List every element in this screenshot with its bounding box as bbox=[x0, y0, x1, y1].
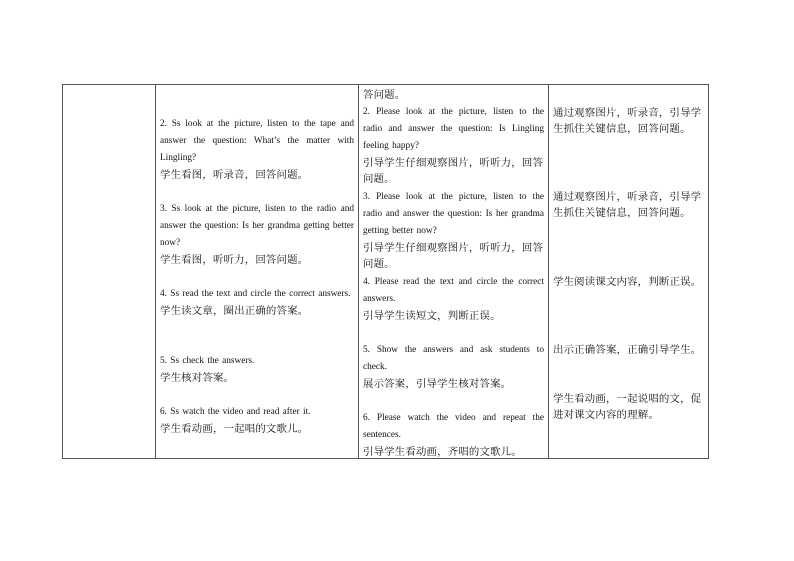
teacher-step-1-tail-zh: 答问题。 bbox=[363, 89, 406, 101]
table-column-1 bbox=[63, 85, 156, 458]
student-step-4 bbox=[160, 286, 354, 319]
student-step-5-zh: 学生核对答案。 bbox=[160, 372, 235, 384]
lesson-plan-table bbox=[62, 84, 709, 459]
student-step-5-en: 5. Ss check the answers. bbox=[160, 356, 255, 366]
teacher-step-1-tail bbox=[363, 87, 544, 103]
teacher-step-4 bbox=[363, 274, 544, 324]
teacher-step-4-en: 4. Please read the text and circle the correct answers. bbox=[363, 277, 544, 304]
student-step-3-zh: 学生看图，听听力，回答问题。 bbox=[160, 254, 309, 266]
teacher-activities-column bbox=[359, 85, 549, 458]
teacher-step-3-en: 3. Please look at the picture, listen to the radio and answer the question: Is her grandma getting better now? bbox=[363, 192, 544, 236]
student-step-6-en: 6. Ss watch the video and read after it. bbox=[160, 407, 311, 417]
teacher-step-6-zh: 引导学生看动画，齐唱的文歌儿。 bbox=[363, 446, 522, 458]
student-step-6 bbox=[160, 404, 354, 437]
teacher-step-6-en: 6. Please watch the video and repeat the sentences. bbox=[363, 413, 544, 440]
teacher-step-5-zh: 展示答案，引导学生核对答案。 bbox=[363, 378, 512, 390]
student-step-3-en: 3. Ss look at the picture, listen to the radio and answer the question: Is her grandma getting better now? bbox=[160, 204, 354, 248]
student-step-6-zh: 学生看动画，一起唱的文歌儿。 bbox=[160, 423, 309, 435]
teacher-step-2 bbox=[363, 104, 544, 187]
purpose-step-2: 通过观察图片，听录音，引导学生抓住关键信息，回答问题。 bbox=[553, 107, 702, 135]
student-step-5 bbox=[160, 353, 354, 386]
teacher-step-3 bbox=[363, 189, 544, 272]
teacher-step-5-en: 5. Show the answers and ask students to check. bbox=[363, 345, 544, 372]
purpose-step-6: 学生看动画，一起说唱的文，促进对课文内容的理解。 bbox=[553, 393, 702, 421]
purpose-step-4: 学生阅读课文内容，判断正误。 bbox=[553, 276, 702, 288]
purpose-step-5: 出示正确答案，正确引导学生。 bbox=[553, 344, 702, 356]
student-step-4-en: 4. Ss read the text and circle the correct answers. bbox=[160, 289, 351, 299]
teacher-step-4-zh: 引导学生读短文，判断正误。 bbox=[363, 310, 501, 322]
teacher-step-6 bbox=[363, 410, 544, 460]
student-step-3 bbox=[160, 201, 354, 268]
student-step-2 bbox=[160, 116, 354, 183]
teacher-step-2-zh: 引导学生仔细观察图片，听听力，回答问题。 bbox=[363, 157, 544, 185]
teacher-step-2-en: 2. Please look at the picture, listen to the radio and answer the question: Is Lingling feeling happy? bbox=[363, 107, 544, 151]
teacher-step-3-zh: 引导学生仔细观察图片，听听力，回答问题。 bbox=[363, 242, 544, 270]
purpose-column bbox=[549, 85, 709, 458]
student-activities-column bbox=[156, 85, 359, 458]
student-step-2-zh: 学生看图，听录音，回答问题。 bbox=[160, 169, 309, 181]
student-step-4-zh: 学生读文章，圈出正确的答案。 bbox=[160, 305, 309, 317]
purpose-step-3: 通过观察图片，听录音，引导学生抓住关键信息，回答问题。 bbox=[553, 191, 702, 219]
teacher-step-5 bbox=[363, 342, 544, 392]
student-step-2-en: 2. Ss look at the picture, listen to the tape and answer the question: What’s the matter with Lingling? bbox=[160, 119, 354, 163]
